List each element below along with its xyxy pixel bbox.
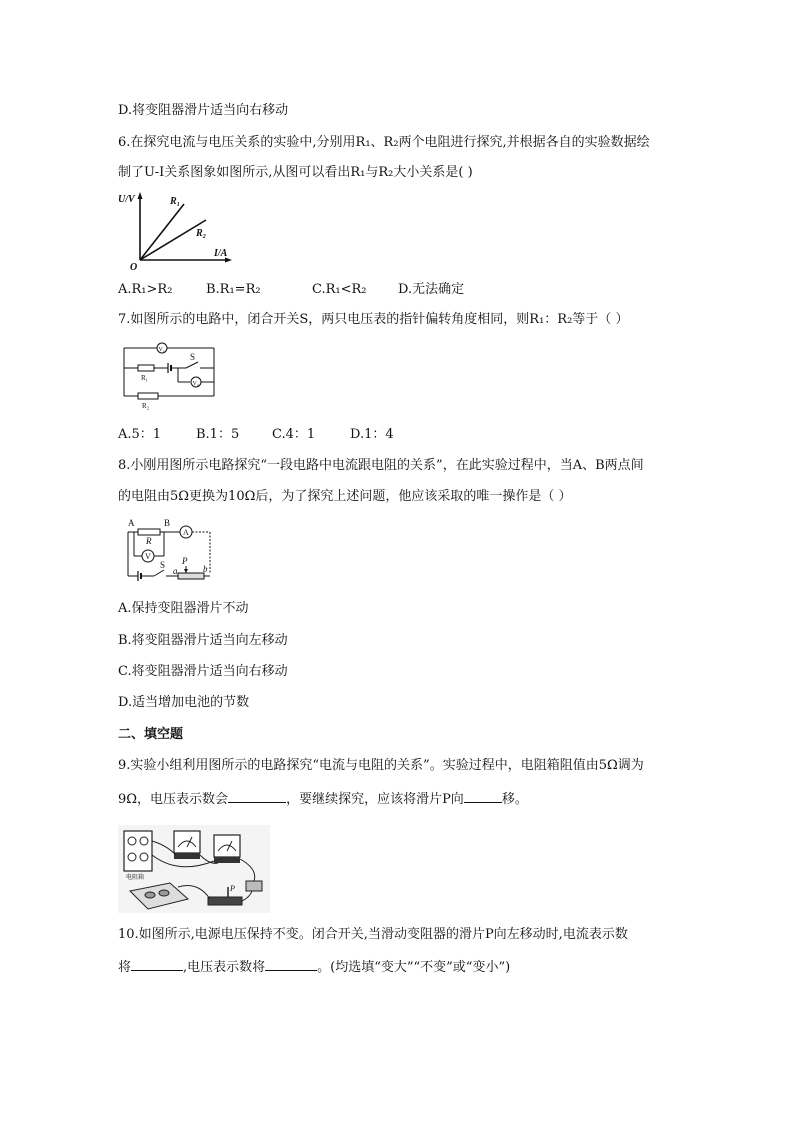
q7-option-c: C.4：1 [272,427,316,442]
q8-option-c: C.将变阻器滑片适当向右移动 [118,664,288,679]
q10-text-part1: 将 [118,960,132,975]
q9-text-part1: 9Ω，电压表示数会 [118,792,229,807]
q10-stem-line2 [118,957,510,977]
q8-stem-line1: 8.小刚用图所示电路探究“一段电路中电流跟电阻的关系”，在此实验过程中，当A、B两点间 [118,458,644,473]
q8-option-d: D.适当增加电池的节数 [118,695,250,710]
q7-r1-label: R₁ [141,374,149,382]
q7-option-b: B.1：5 [196,427,240,442]
q6-x-axis-label: I/A [214,248,228,259]
q6-option-a: A.R₁>R₂ [118,282,173,297]
q8-stem-line2: 的电阻由5Ω更换为10Ω后，为了探究上述问题，他应该采取的唯一操作是（ ） [118,489,572,504]
q9-resistance-box-label: 电阻箱 [126,874,145,881]
q6-option-c: C.R₁<R₂ [312,282,367,297]
q9-blank-1[interactable] [228,789,286,803]
q6-r2-label: R₂ [196,228,207,239]
q9-stem-line1: 9.实验小组利用图所示的电路探究“电流与电阻的关系”。实验过程中，电阻箱阻值由5Ω调为 [118,758,644,773]
q7-v2-label: V₂ [192,381,199,387]
q10-stem-line1: 10.如图所示,电源电压保持不变。闭合开关,当滑动变阻器的滑片P向左移动时,电流表示数 [118,927,628,942]
q9-blank-2[interactable] [464,789,502,803]
q6-stem-line2: 制了U-I关系图象如图所示,从图可以看出R₁与R₂大小关系是( ) [118,165,473,180]
q8-point-b-label: B [164,518,171,528]
q8-option-a: A.保持变阻器滑片不动 [118,601,249,616]
q8-resistor-label: R [146,536,152,546]
q8-point-a-label: A [128,518,135,528]
q8-voltmeter-label: V [145,552,151,561]
q8-circuit-diagram [118,516,228,586]
q9-text-part2: ，要继续探究，应该将滑片P向 [286,792,464,807]
q7-v1-label: V₁ [158,347,165,353]
q7-switch-label: S [190,352,196,362]
q8-end-b-label: b [203,564,208,574]
q6-ui-graph [118,190,238,273]
q6-option-d: D.无法确定 [398,282,465,297]
q10-blank-2[interactable] [265,957,317,971]
q9-text-part3: 移。 [501,792,528,807]
q8-end-a-label: a [173,566,178,576]
q6-option-b: B.R₁=R₂ [206,282,261,297]
q9-apparatus-photo [118,825,270,913]
q6-r1-label: R₁ [170,196,181,207]
q10-text-part2: ,电压表示数将 [183,960,266,975]
q6-stem-line1: 6.在探究电流与电压关系的实验中,分别用R₁、R₂两个电阻进行探究,并根据各自的实验数据绘 [118,135,650,150]
q9-slider-p-label: P [230,884,235,893]
q7-option-a: A.5：1 [118,427,162,442]
q7-circuit-diagram [118,338,228,413]
q5-option-d: D.将变阻器滑片适当向右移动 [118,103,289,118]
q7-stem: 7.如图所示的电路中，闭合开关S，两只电压表的指针偏转角度相同，则R₁：R₂等于（ ） [118,312,629,327]
q9-stem-line2 [118,789,528,809]
q8-option-b: B.将变阻器滑片适当向左移动 [118,633,288,648]
q6-y-axis-label: U/V [118,194,135,205]
q8-slider-p-label: P [182,556,188,566]
q8-switch-label: S [160,560,166,570]
q8-ammeter-label: A [183,528,189,537]
q10-text-part3: 。(均选填“变大”“不变”或“变小”) [317,960,511,975]
q7-r2-label: R₂ [142,402,150,410]
section-heading-fill-in: 二、填空题 [118,727,184,742]
q7-option-d: D.1：4 [350,427,394,442]
q6-origin-label: O [130,262,138,273]
q10-blank-1[interactable] [131,957,183,971]
